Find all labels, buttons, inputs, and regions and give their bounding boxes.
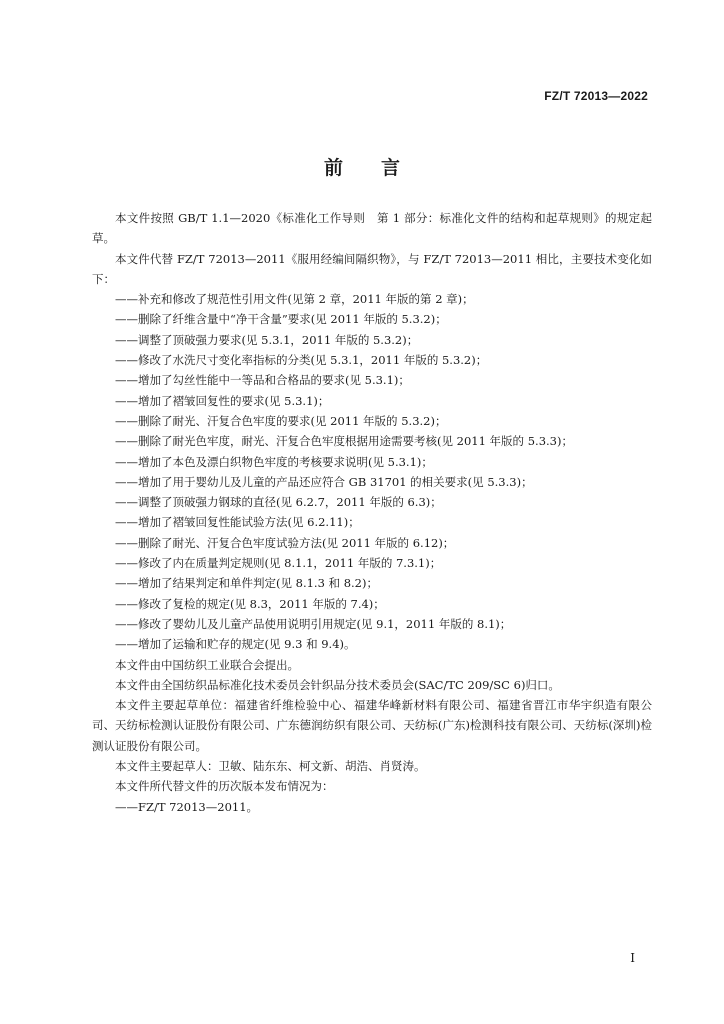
paragraph-drafters: 本文件主要起草人：卫敏、陆东东、柯文新、胡浩、肖贤涛。 bbox=[115, 759, 426, 774]
list-item: ——调整了顶破强力钢球的直径(见 6.2.7，2011 年版的 6.3)； bbox=[115, 495, 442, 510]
paragraph-drafting-rules: 本文件按照 GB/T 1.1—2020《标准化工作导则 第 1 部分：标准化文件的结构和起草规则》的规定起草。 bbox=[92, 211, 652, 246]
list-item: ——修改了婴幼儿及儿童产品使用说明引用规定(见 9.1，2011 年版的 8.1)； bbox=[115, 616, 512, 631]
paragraph-administered-by: 本文件由全国纺织品标准化技术委员会针织品分技术委员会(SAC/TC 209/SC 6)归口。 bbox=[115, 677, 560, 692]
page-number: I bbox=[630, 951, 635, 965]
history-item: ——FZ/T 72013—2011。 bbox=[115, 799, 259, 814]
changes-list bbox=[92, 289, 652, 654]
list-item: ——删除了耐光、汗复合色牢度试验方法(见 2011 年版的 6.12)； bbox=[115, 535, 455, 550]
list-item: ——增加了褶皱回复性的要求(见 5.3.1)； bbox=[115, 393, 330, 408]
list-item: ——删除了耐光、汗复合色牢度的要求(见 2011 年版的 5.3.2)； bbox=[115, 413, 447, 428]
paragraph-replaces: 本文件代替 FZ/T 72013—2011《服用经编间隔织物》，与 FZ/T 72013—2011 相比，主要技术变化如下： bbox=[92, 251, 652, 286]
list-item: ——修改了水洗尺寸变化率指标的分类(见 5.3.1，2011 年版的 5.3.2)； bbox=[115, 353, 488, 368]
document-body bbox=[92, 208, 652, 817]
list-item: ——增加了运输和贮存的规定(见 9.3 和 9.4)。 bbox=[115, 637, 356, 652]
list-item: ——调整了顶破强力要求(见 5.3.1，2011 年版的 5.3.2)； bbox=[115, 332, 419, 347]
paragraph-drafting-units: 本文件主要起草单位：福建省纤维检验中心、福建华峰新材料有限公司、福建省晋江市华宇织造有限公司、天纺标检测认证股份有限公司、广东德润纺织有限公司、天纺标(广东)检测科技有限公司、天纺标(深圳)检测认证股份有限公司。 bbox=[92, 698, 652, 753]
list-item: ——删除了耐光色牢度，耐光、汗复合色牢度根据用途需要考核(见 2011 年版的 5.3.3)； bbox=[115, 434, 573, 449]
paragraph-history-intro: 本文件所代替文件的历次版本发布情况为： bbox=[115, 779, 334, 794]
paragraph-proposed-by: 本文件由中国纺织工业联合会提出。 bbox=[115, 657, 299, 672]
list-item: ——增加了结果判定和单件判定(见 8.1.3 和 8.2)； bbox=[115, 576, 378, 591]
list-item: ——增加了本色及漂白织物色牢度的考核要求说明(见 5.3.1)； bbox=[115, 454, 433, 469]
list-item: ——增加了勾丝性能中一等品和合格品的要求(见 5.3.1)； bbox=[115, 373, 410, 388]
list-item: ——修改了内在质量判定规则(见 8.1.1，2011 年版的 7.3.1)； bbox=[115, 556, 442, 571]
standard-code: FZ/T 72013—2022 bbox=[544, 89, 648, 103]
list-item: ——补充和修改了规范性引用文件(见第 2 章，2011 年版的第 2 章)； bbox=[115, 292, 474, 307]
list-item: ——增加了用于婴幼儿及儿童的产品还应符合 GB 31701 的相关要求(见 5.3.3)； bbox=[115, 474, 533, 489]
list-item: ——增加了褶皱回复性能试验方法(见 6.2.11)； bbox=[115, 515, 360, 530]
page-title: 前言 bbox=[323, 157, 438, 179]
list-item: ——修改了复检的规定(见 8.3，2011 年版的 7.4)； bbox=[115, 596, 385, 611]
list-item: ——删除了纤维含量中“净干含量”要求(见 2011 年版的 5.3.2)； bbox=[115, 312, 447, 327]
